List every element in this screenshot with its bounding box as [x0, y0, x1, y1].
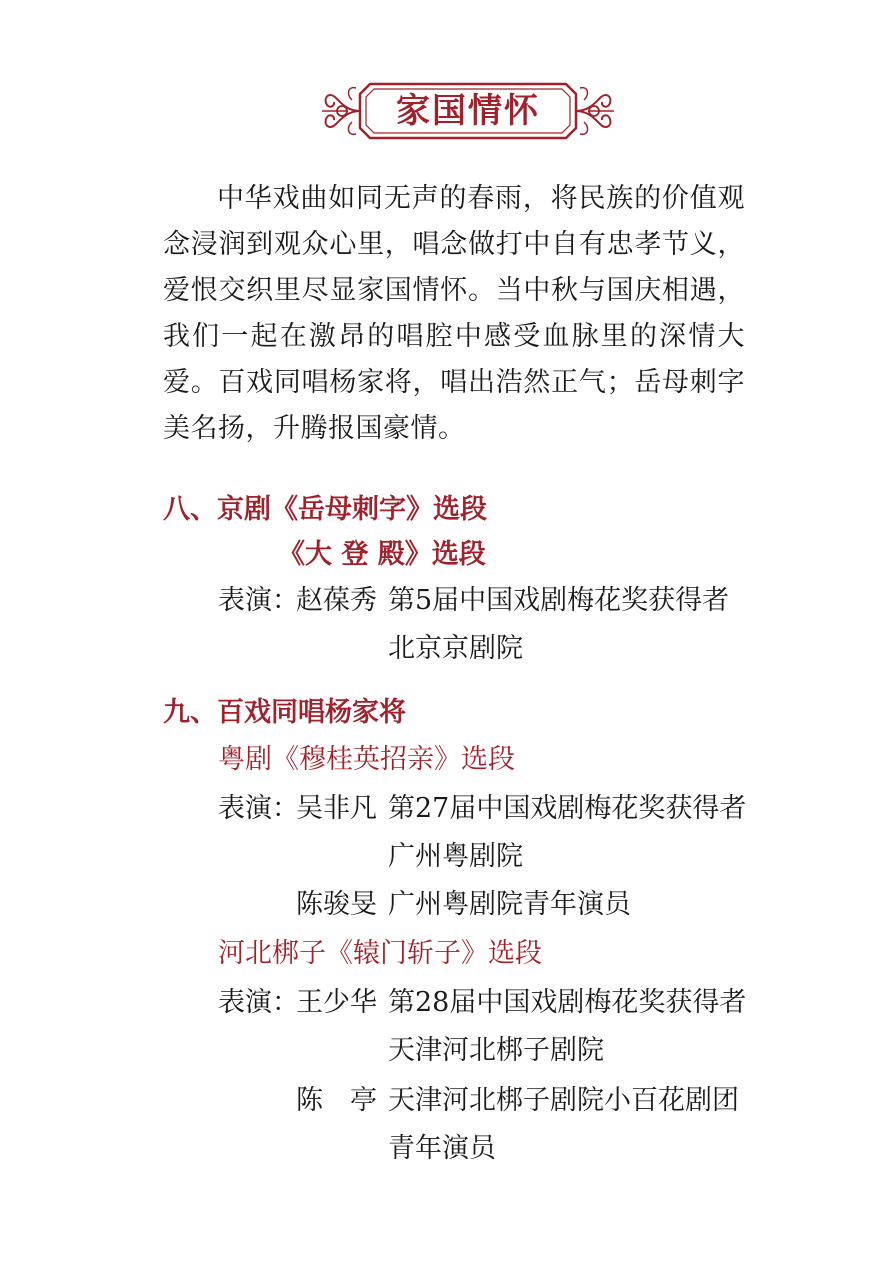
performer-affiliation: [388, 979, 746, 1075]
performer-affiliation: [388, 881, 631, 929]
performer-label: 表演：: [218, 987, 299, 1018]
performer-name: 王少华: [296, 987, 377, 1018]
performer-name: 赵葆秀: [296, 585, 377, 616]
program-8-subheading: 《大 登 殿》选段: [278, 539, 486, 570]
program-9-sub2-title: 河北梆子《辕门斩子》选段: [218, 938, 542, 969]
affiliation-line: 天津河北梆子剧院小百花剧团: [388, 1085, 739, 1116]
affiliation-line: 第28届中国戏剧梅花奖获得者: [388, 987, 747, 1018]
performer-affiliation: [388, 785, 746, 881]
affiliation-line: 天津河北梆子剧院: [388, 1035, 604, 1066]
section-banner: [318, 76, 618, 146]
program-9-heading: 九、百戏同唱杨家将: [163, 697, 406, 728]
section-title: 家国情怀: [396, 91, 540, 131]
affiliation-line: 北京京剧院: [388, 633, 523, 664]
affiliation-line: 第5届中国戏剧梅花奖获得者: [388, 585, 730, 616]
program-8-heading: 八、京剧《岳母刺字》选段: [163, 494, 487, 525]
performer-name: 陈 亭: [296, 1085, 377, 1116]
affiliation-line: 广州粤剧院: [388, 841, 523, 872]
program-9-sub1-title: 粤剧《穆桂英招亲》选段: [218, 744, 515, 775]
performer-label: 表演：: [218, 585, 299, 616]
affiliation-line: 广州粤剧院青年演员: [388, 889, 631, 920]
performer-affiliation: [388, 1077, 739, 1173]
affiliation-line: 青年演员: [388, 1133, 496, 1164]
intro-paragraph: 中华戏曲如同无声的春雨，将民族的价值观念浸润到观众心里，唱念做打中自有忠孝节义，爱恨交织里尽显家国情怀。当中秋与国庆相遇，我们一起在激昂的唱腔中感受血脉里的深情大爱。百戏同唱杨家将，唱出浩然正气；岳母刺字美名扬，升腾报国豪情。: [163, 183, 745, 444]
affiliation-line: 第27届中国戏剧梅花奖获得者: [388, 793, 747, 824]
performer-label: 表演：: [218, 793, 299, 824]
performer-name: 陈骏旻: [296, 889, 377, 920]
performer-name: 吴非凡: [296, 793, 377, 824]
performer-affiliation: [388, 577, 729, 673]
